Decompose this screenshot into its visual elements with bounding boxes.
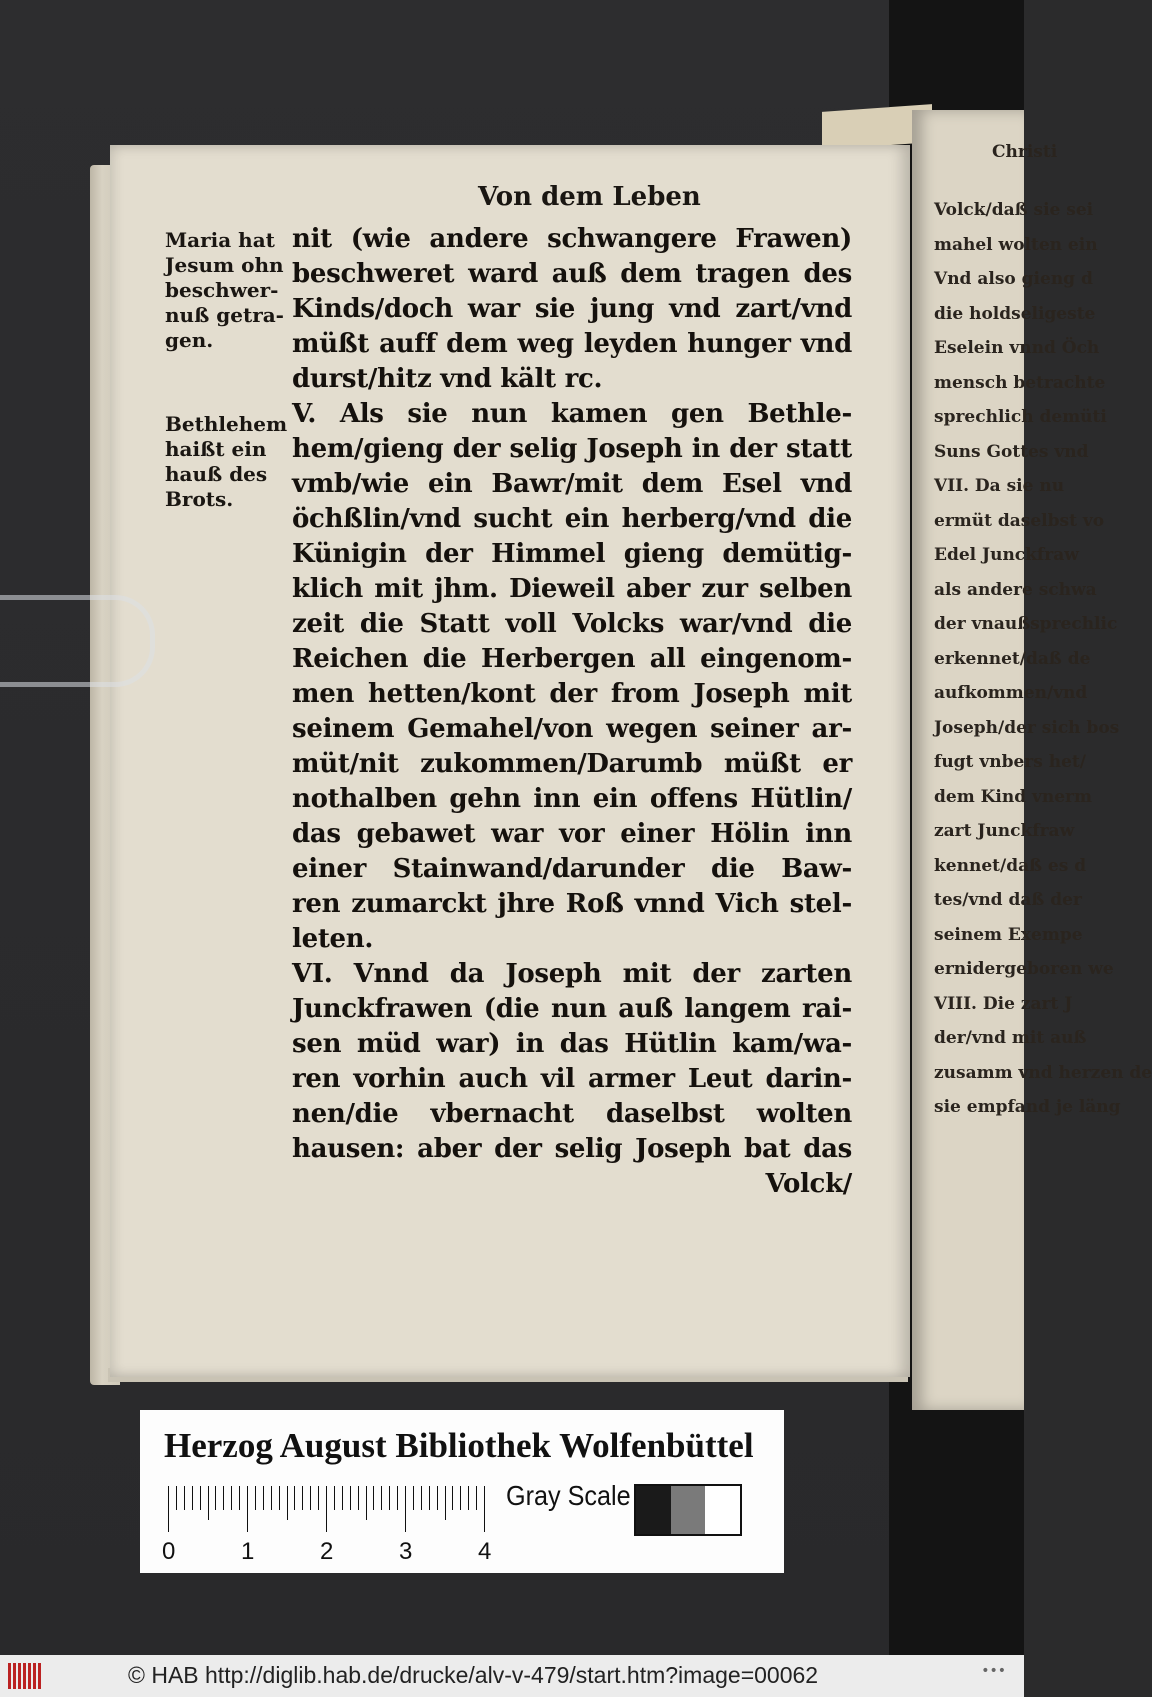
ruler-tick [255, 1486, 256, 1510]
facing-page-line: seinem Exempe [934, 924, 1083, 945]
ruler-tick [397, 1486, 398, 1510]
facing-page-line: der vnaußsprechlic [934, 614, 1118, 634]
facing-page-line: zusamm vnd herzen de [934, 1062, 1152, 1083]
ruler-tick [168, 1486, 169, 1532]
running-head: Von dem Leben [478, 182, 701, 212]
text-line: zeit die Statt voll Volcks war/vnd die [292, 609, 852, 639]
text-line: VI. Vnnd da Joseph mit der zarten [292, 959, 852, 989]
facing-page-line: aufkommen/vnd [934, 683, 1088, 703]
text-line: ren vorhin auch vil armer Leut darin- [292, 1064, 852, 1094]
facing-page-line: sie empfand je läng [934, 1097, 1121, 1117]
ruler-tick [460, 1486, 461, 1510]
body-text [292, 222, 852, 1202]
footer-bar [0, 1655, 1024, 1697]
text-line: seinem Gemahel/von wegen seiner ar- [292, 714, 852, 744]
menu-dots-icon[interactable]: ••• [981, 1663, 1006, 1679]
ruler-tick [215, 1486, 216, 1510]
margin-note: Maria hat Jesum ohn beschwer-nuß getra-gen. [165, 228, 284, 352]
ruler-number: 0 [162, 1538, 176, 1565]
ruler-tick [176, 1486, 177, 1510]
gray-scale-title: Gray Scale [506, 1480, 631, 1511]
gray-swatch [671, 1486, 706, 1534]
ruler-tick [279, 1486, 280, 1510]
ruler-tick [421, 1486, 422, 1510]
facing-page-line: Vnd also gieng d [934, 269, 1093, 289]
ruler-tick [437, 1486, 438, 1510]
facing-page-line: die holdseligeste [934, 303, 1096, 324]
library-name: Herzog August Bibliothek Wolfenbüttel [164, 1426, 754, 1465]
ruler-tick [263, 1486, 264, 1510]
facing-page-line: ermüt daselbst vo [934, 510, 1105, 531]
ruler-tick [271, 1486, 272, 1510]
glass-clip [0, 595, 155, 687]
text-line: nothalben gehn inn ein offens Hütlin/ [292, 784, 852, 814]
facing-page-line: VIII. Die zart J [934, 993, 1073, 1014]
ruler-tick [247, 1486, 248, 1532]
facing-page-line: der/vnd mit auß [934, 1028, 1087, 1048]
ruler-tick [302, 1486, 303, 1510]
facing-page-line: als andere schwa [934, 579, 1097, 600]
facing-page-line: mahel wolten ein [934, 234, 1098, 255]
facing-page-line: fugt vnbers het/ [934, 752, 1086, 772]
facing-page-line: tes/vnd daß der [934, 890, 1082, 910]
text-line: vmb/wie ein Bawr/mit dem Esel vnd [292, 469, 852, 499]
ruler-tick [208, 1486, 209, 1520]
ruler-tick [350, 1486, 351, 1510]
text-line: leten. [292, 924, 374, 954]
ruler-tick [200, 1486, 201, 1510]
facing-page-line: VII. Da sie nu [934, 476, 1065, 496]
text-line: durst/hitz vnd kält rc. [292, 364, 603, 394]
text-line: Junckfrawen (die nun auß langem rai- [292, 994, 852, 1024]
ruler-number: 4 [478, 1538, 492, 1565]
facing-page-line: Volck/daß sie sei [934, 200, 1094, 220]
hab-logo-icon [8, 1663, 46, 1689]
ruler-tick [381, 1486, 382, 1510]
text-line: nen/die vbernacht daselbst wolten [292, 1099, 852, 1129]
ruler-tick [413, 1486, 414, 1510]
text-line: Künigin der Himmel gieng demütig- [292, 539, 852, 569]
text-line: Reichen die Herbergen all eingenom- [292, 644, 852, 674]
ruler-tick [287, 1486, 288, 1520]
ruler-tick [231, 1486, 232, 1510]
text-line: Volck/ [765, 1169, 852, 1199]
ruler-tick [192, 1486, 193, 1510]
ruler-number: 1 [241, 1538, 255, 1565]
ruler-tick [468, 1486, 469, 1510]
ruler-tick [310, 1486, 311, 1510]
text-line: men hetten/kont der from Joseph mit [292, 679, 852, 709]
ruler-tick [358, 1486, 359, 1510]
text-line: hem/gieng der selig Joseph in der statt [292, 434, 852, 464]
ruler-tick [405, 1486, 406, 1532]
margin-note: Bethlehem haißt ein hauß des Brots. [165, 412, 288, 511]
ruler-number: 2 [320, 1538, 334, 1565]
text-line: öchßlin/vnd sucht ein herberg/vnd die [292, 504, 852, 534]
ruler-tick [476, 1486, 477, 1510]
ruler-tick [239, 1486, 240, 1510]
facing-page-line: Joseph/der sich bos [934, 717, 1120, 738]
scale-ruler [162, 1486, 492, 1566]
facing-page-line: sprechlich demüti [934, 407, 1107, 427]
facing-page-line: ernidergeboren we [934, 959, 1114, 979]
text-line: nit (wie andere schwangere Frawen) [292, 224, 852, 254]
text-line: Kinds/doch war sie jung vnd zart/vnd [292, 294, 852, 324]
text-line: ren zumarckt jhre Roß vnnd Vich stel- [292, 889, 852, 919]
library-label [140, 1410, 784, 1573]
text-line: einer Stainwand/darunder die Baw- [292, 854, 852, 884]
ruler-tick [334, 1486, 335, 1510]
facing-page-line: zart Junckfraw [934, 821, 1075, 841]
facing-page-line: Edel Junckfraw [934, 545, 1079, 565]
ruler-tick [294, 1486, 295, 1510]
facing-page-line: mensch betrachte [934, 372, 1106, 393]
text-line: müt/nit zukommen/Darumb müßt er [292, 749, 852, 779]
text-line: beschweret ward auß dem tragen des [292, 259, 852, 289]
text-line: klich mit jhm. Dieweil aber zur selben [292, 574, 852, 604]
text-line: das gebawet war vor einer Hölin inn [292, 819, 852, 849]
text-line: sen müd war) in das Hütlin kam/wa- [292, 1029, 852, 1059]
ruler-tick [445, 1486, 446, 1520]
text-line: V. Als sie nun kamen gen Bethle- [292, 399, 852, 429]
ruler-tick [342, 1486, 343, 1510]
credit-text: © HAB http://diglib.hab.de/drucke/alv-v-479/start.htm?image=00062 [128, 1662, 819, 1688]
ruler-tick [429, 1486, 430, 1510]
text-line: hausen: aber der selig Joseph bat das [292, 1134, 852, 1164]
facing-page [912, 110, 1152, 1410]
ruler-tick [389, 1486, 390, 1510]
facing-page-line: Christi [992, 142, 1058, 162]
facing-page-line: Eselein vnnd Öch [934, 338, 1100, 358]
facing-page-line: erkennet/daß de [934, 648, 1091, 669]
ruler-tick [452, 1486, 453, 1510]
ruler-tick [366, 1486, 367, 1520]
ruler-tick [184, 1486, 185, 1510]
ruler-tick [223, 1486, 224, 1510]
text-line: müßt auff dem weg leyden hunger vnd [292, 329, 852, 359]
ruler-tick [373, 1486, 374, 1510]
gray-swatch [636, 1486, 671, 1534]
facing-page-line: kennet/daß es d [934, 855, 1087, 876]
ruler-tick [484, 1486, 485, 1532]
facing-page-line: dem Kind vnerm [934, 786, 1093, 807]
ruler-number: 3 [399, 1538, 413, 1565]
ruler-tick [326, 1486, 327, 1532]
gray-swatch [705, 1486, 740, 1534]
ruler-tick [318, 1486, 319, 1510]
facing-page-line: Suns Gottes vnd [934, 441, 1089, 462]
gray-scale-swatches [634, 1484, 742, 1536]
